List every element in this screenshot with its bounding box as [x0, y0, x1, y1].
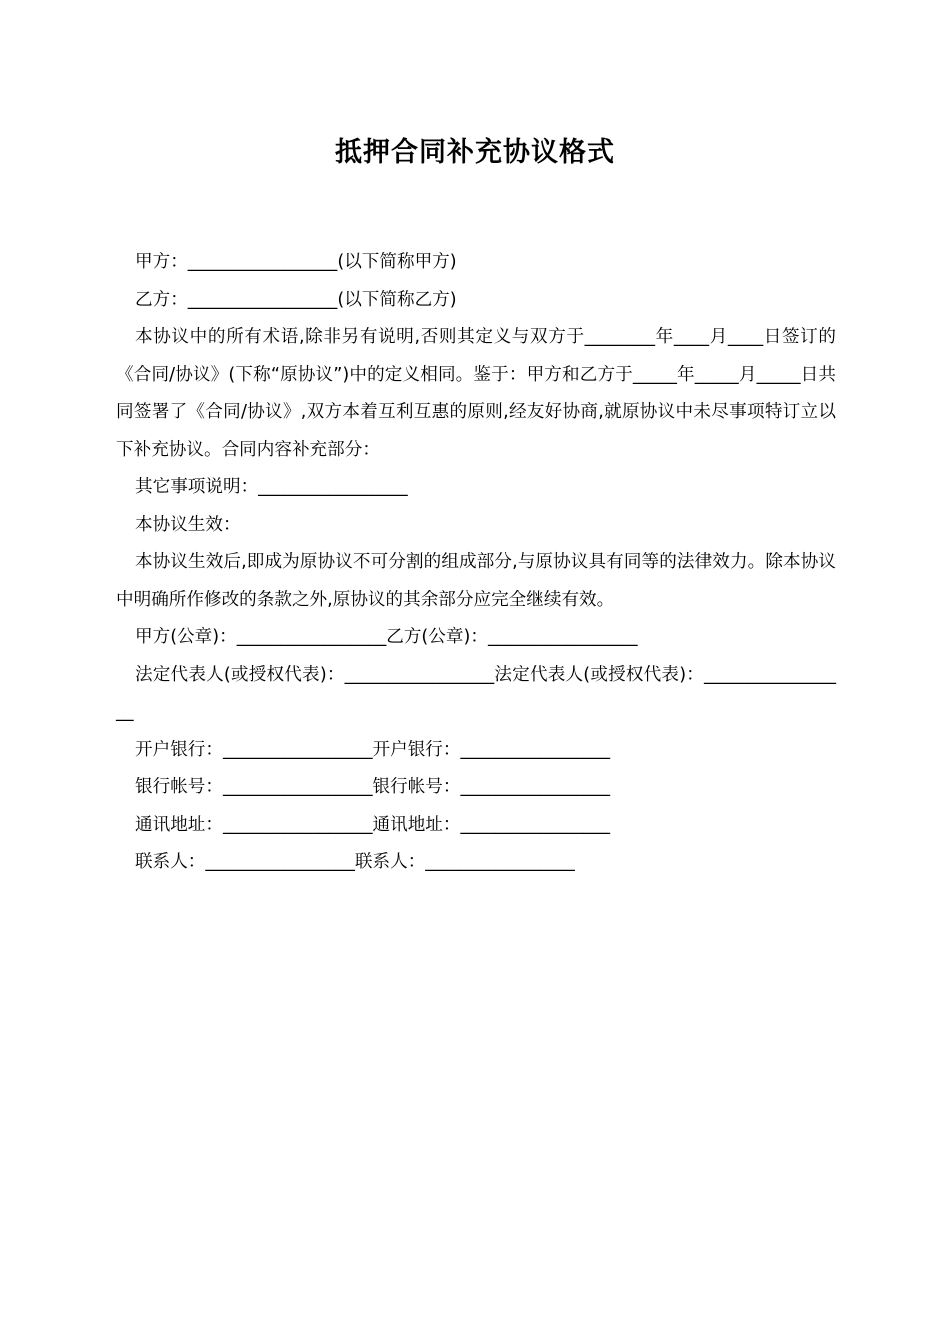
party-b-line: 乙方：_________________(以下简称乙方): [135, 289, 457, 310]
other-matters-line: 其它事项说明：_________________: [135, 477, 408, 497]
address-line: 通讯地址：_________________通讯地址：_________________: [135, 814, 611, 835]
legal-representative-line: 法定代表人(或授权代表)：_________________法定代表人(或授权代表)：_________________: [116, 664, 836, 722]
document-body: [116, 244, 836, 882]
party-a-line: 甲方：_________________(以下简称甲方): [135, 252, 457, 272]
preamble-paragraph: 本协议中的所有术语,除非另有说明,否则其定义与双方于________年____月____日签订的《合同/协议》(下称“原协议”)中的定义相同。鉴于：甲方和乙方于_____年_____月_____日共同签署了《合同/协议》,双方本着互利互惠的原则,经友好协商,就原协议中未尽事项特订立以下补充协议。合同内容补充部分：: [116, 327, 836, 460]
bank-line: 开户银行：_________________开户银行：_________________: [135, 739, 611, 760]
contact-line: 联系人：_________________联系人：_________________: [135, 852, 575, 872]
effectiveness-heading: 本协议生效：: [135, 514, 241, 535]
seal-line: 甲方(公章)：_________________乙方(公章)：_________________: [135, 627, 638, 647]
bank-account-line: 银行帐号：_________________银行帐号：_________________: [135, 777, 611, 797]
effectiveness-paragraph: 本协议生效后,即成为原协议不可分割的组成部分,与原协议具有同等的法律效力。除本协议中明确所作修改的条款之外,原协议的其余部分应完全继续有效。: [116, 552, 836, 610]
document-title: 抵押合同补充协议格式: [335, 137, 615, 168]
